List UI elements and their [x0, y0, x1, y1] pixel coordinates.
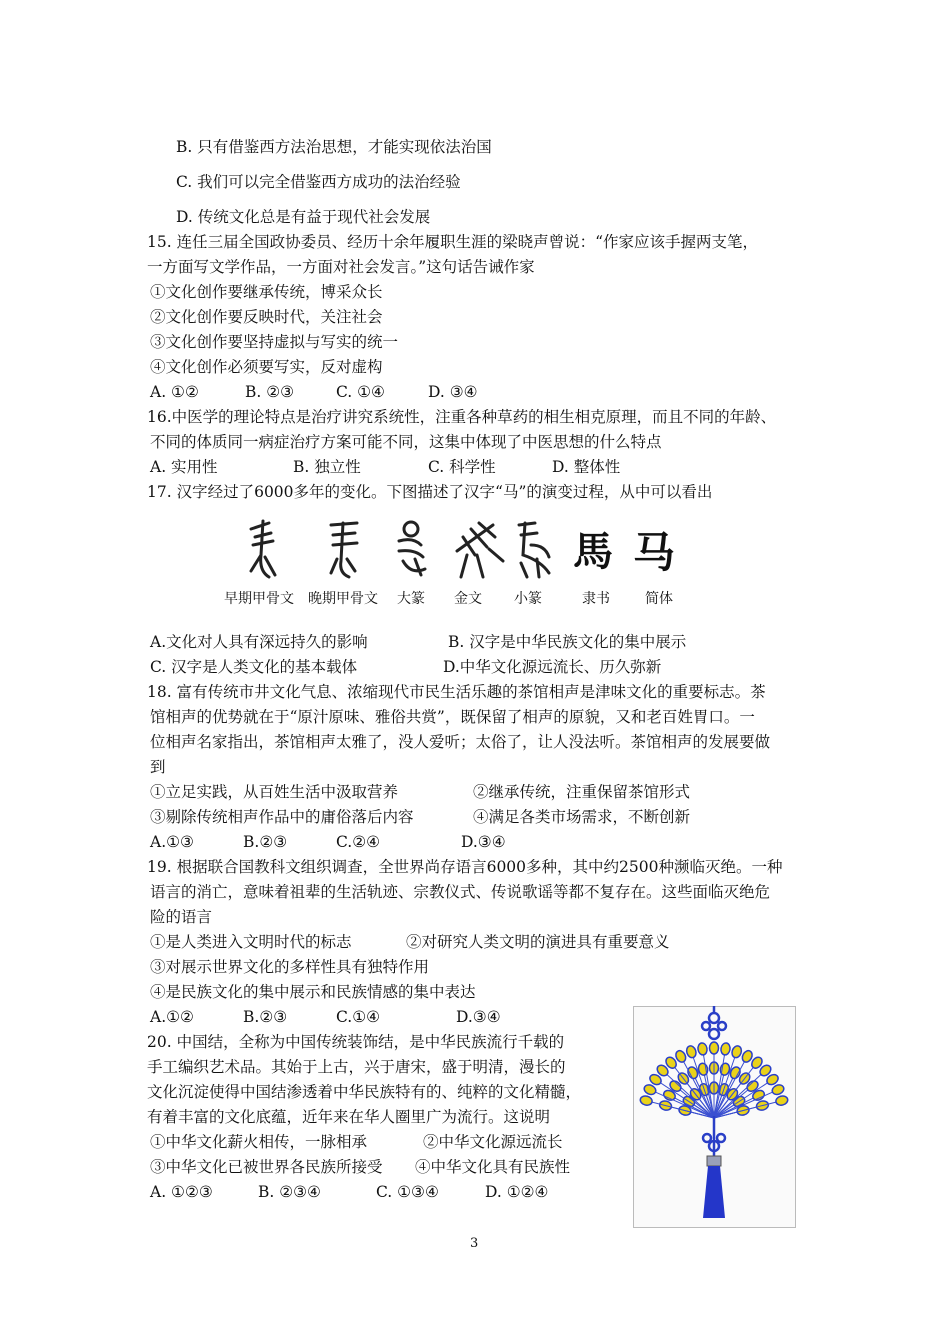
option-d: D. 传统文化总是有益于现代社会发展 [176, 208, 431, 226]
caption-small-seal: 小篆 [514, 591, 542, 607]
chinese-knot-graphic [633, 1006, 796, 1228]
q15-answer-d: D. ③④ [428, 383, 478, 401]
q15-answer-b: B. ②③ [245, 383, 295, 401]
q15-statement-4: ④文化创作必须要写实，反对虚构 [150, 358, 383, 376]
q19-stem-2: 语言的消亡，意味着祖辈的生活轨迹、宗教仪式、传说歌谣等都不复存在。这些面临灭绝危 [150, 883, 771, 901]
q18-statement-3: ③剔除传统相声作品中的庸俗落后内容 [150, 808, 414, 826]
caption-simplified: 简体 [645, 591, 673, 607]
knot-loop [710, 1042, 719, 1054]
q19-statement-4: ④是民族文化的集中展示和民族情感的集中表达 [150, 983, 476, 1001]
q19-answer-a: A.①② [150, 1008, 194, 1026]
q16-answer-d: D. 整体性 [552, 458, 621, 476]
q18-stem-2: 馆相声的优势就在于“原汁原味、雅俗共赏”，既保留了相声的原貌，又和老百姓胃口。一 [150, 708, 755, 726]
q18-answer-b: B.②③ [243, 833, 288, 851]
q20-stem-1: 20. 中国结，全称为中国传统装饰结，是中华民族流行千载的 [147, 1033, 565, 1051]
q20-statement-1: ①中华文化薪火相传，一脉相承 [150, 1133, 368, 1151]
q17-stem: 17. 汉字经过了6000多年的变化。下图描述了汉字“马”的演变过程，从中可以看出 [147, 483, 713, 501]
q19-stem-1: 19. 根据联合国教科文组织调查，全世界尚存语言6000多种，其中约2500种濒临灭绝。一种 [147, 858, 783, 876]
q19-statement-1: ①是人类进入文明时代的标志 [150, 933, 352, 951]
q18-statement-4: ④满足各类市场需求，不断创新 [473, 808, 691, 826]
late-oracle-bone-glyph [331, 523, 357, 577]
q17-option-d: D.中华文化源远流长、历久弥新 [443, 658, 662, 676]
q15-answer-a: A. ①② [150, 383, 199, 401]
q15-answers [150, 382, 550, 402]
q19-statement-3: ③对展示世界文化的多样性具有独特作用 [150, 958, 430, 976]
q17-option-c: C. 汉字是人类文化的基本载体 [150, 658, 358, 676]
q16-answer-b: B. 独立性 [293, 458, 361, 476]
q16-answer-c: C. 科学性 [428, 458, 496, 476]
q16-stem-1: 16.中医学的理论特点是治疗讲究系统性，注重各种草药的相生相克原理，而且不同的年龄、 [147, 408, 777, 426]
q20-statement-4: ④中华文化具有民族性 [415, 1158, 571, 1176]
q18-statement-1: ①立足实践，从百姓生活中汲取营养 [150, 783, 399, 801]
q19-statement-2: ②对研究人类文明的演进具有重要意义 [406, 933, 670, 951]
q18-stem-4: 到 [150, 758, 166, 776]
q16-answer-a: A. 实用性 [150, 458, 218, 476]
q15-statement-3: ③文化创作要坚持虚拟与写实的统一 [150, 333, 399, 351]
q18-answer-d: D.③④ [461, 833, 506, 851]
large-seal-glyph [399, 522, 425, 575]
caption-late-oracle: 晚期甲骨文 [308, 591, 378, 607]
caption-large-seal: 大篆 [397, 591, 425, 607]
simplified-glyph: 马 [633, 528, 676, 577]
knot-bead [707, 1156, 721, 1166]
q16-answers [150, 457, 670, 477]
early-oracle-bone-glyph [251, 521, 275, 577]
q20-stem-4: 有着丰富的文化底蕴，近年来在华人圈里广为流行。这说明 [147, 1108, 551, 1126]
q18-answer-a: A.①③ [150, 833, 194, 851]
q20-stem-3: 文化沉淀使得中国结渗透着中华民族特有的、纯粹的文化精髓， [147, 1083, 582, 1101]
q19-answer-b: B.②③ [243, 1008, 288, 1026]
chinese-knot-image [633, 1006, 796, 1228]
q20-answers [150, 1182, 590, 1202]
character-evolution-graphic [245, 515, 695, 585]
option-b: B. 只有借鉴西方法治思想，才能实现依法治国 [176, 138, 492, 156]
small-seal-glyph [519, 523, 549, 577]
q15-answer-c: C. ①④ [336, 383, 385, 401]
q20-answer-d: D. ①②④ [485, 1183, 549, 1201]
q15-stem-1: 15. 连任三届全国政协委员、经历十余年履职生涯的梁晓声曾说：“作家应该手握两支笔， [147, 233, 759, 251]
page-number: 3 [470, 1236, 479, 1251]
q20-statement-3: ③中华文化已被世界各民族所接受 [150, 1158, 383, 1176]
q20-answer-b: B. ②③④ [258, 1183, 321, 1201]
q15-stem-2: 一方面写文学作品，一方面对社会发言。”这句话告诫作家 [147, 258, 535, 276]
clerical-script-glyph: 馬 [573, 528, 613, 575]
q20-stem-2: 手工编织艺术品。其始于上古，兴于唐宋，盛于明清，漫长的 [147, 1058, 566, 1076]
caption-early-oracle: 早期甲骨文 [224, 591, 294, 607]
horse-character-evolution-figure [245, 515, 695, 585]
q15-statement-2: ②文化创作要反映时代，关注社会 [150, 308, 383, 326]
bronze-inscription-glyph [457, 523, 503, 577]
q19-stem-3: 险的语言 [150, 908, 213, 926]
option-c: C. 我们可以完全借鉴西方成功的法治经验 [176, 173, 461, 191]
q15-statement-1: ①文化创作要继承传统，博采众长 [150, 283, 383, 301]
q17-option-a: A.文化对人具有深远持久的影响 [150, 633, 368, 651]
q17-option-b: B. 汉字是中华民族文化的集中展示 [448, 633, 687, 651]
q16-stem-2: 不同的体质同一病症治疗方案可能不同，这集中体现了中医思想的什么特点 [150, 433, 662, 451]
q20-statement-2: ②中华文化源远流长 [423, 1133, 563, 1151]
q18-statement-2: ②继承传统，注重保留茶馆形式 [473, 783, 691, 801]
caption-bronze: 金文 [454, 591, 482, 607]
q20-answer-a: A. ①②③ [150, 1183, 213, 1201]
q18-answers [150, 832, 550, 852]
q19-answer-d: D.③④ [456, 1008, 501, 1026]
q18-stem-3: 位相声名家指出，茶馆相声太雅了，没人爱听；太俗了，让人没法听。茶馆相声的发展要做 [150, 733, 771, 751]
q19-answers [150, 1007, 550, 1027]
q20-answer-c: C. ①③④ [376, 1183, 439, 1201]
q18-answer-c: C.②④ [336, 833, 381, 851]
q18-stem-1: 18. 富有传统市井文化气息、浓缩现代市民生活乐趣的茶馆相声是津味文化的重要标志。茶 [147, 683, 766, 701]
caption-clerical: 隶书 [582, 591, 610, 607]
q19-answer-c: C.①④ [336, 1008, 381, 1026]
